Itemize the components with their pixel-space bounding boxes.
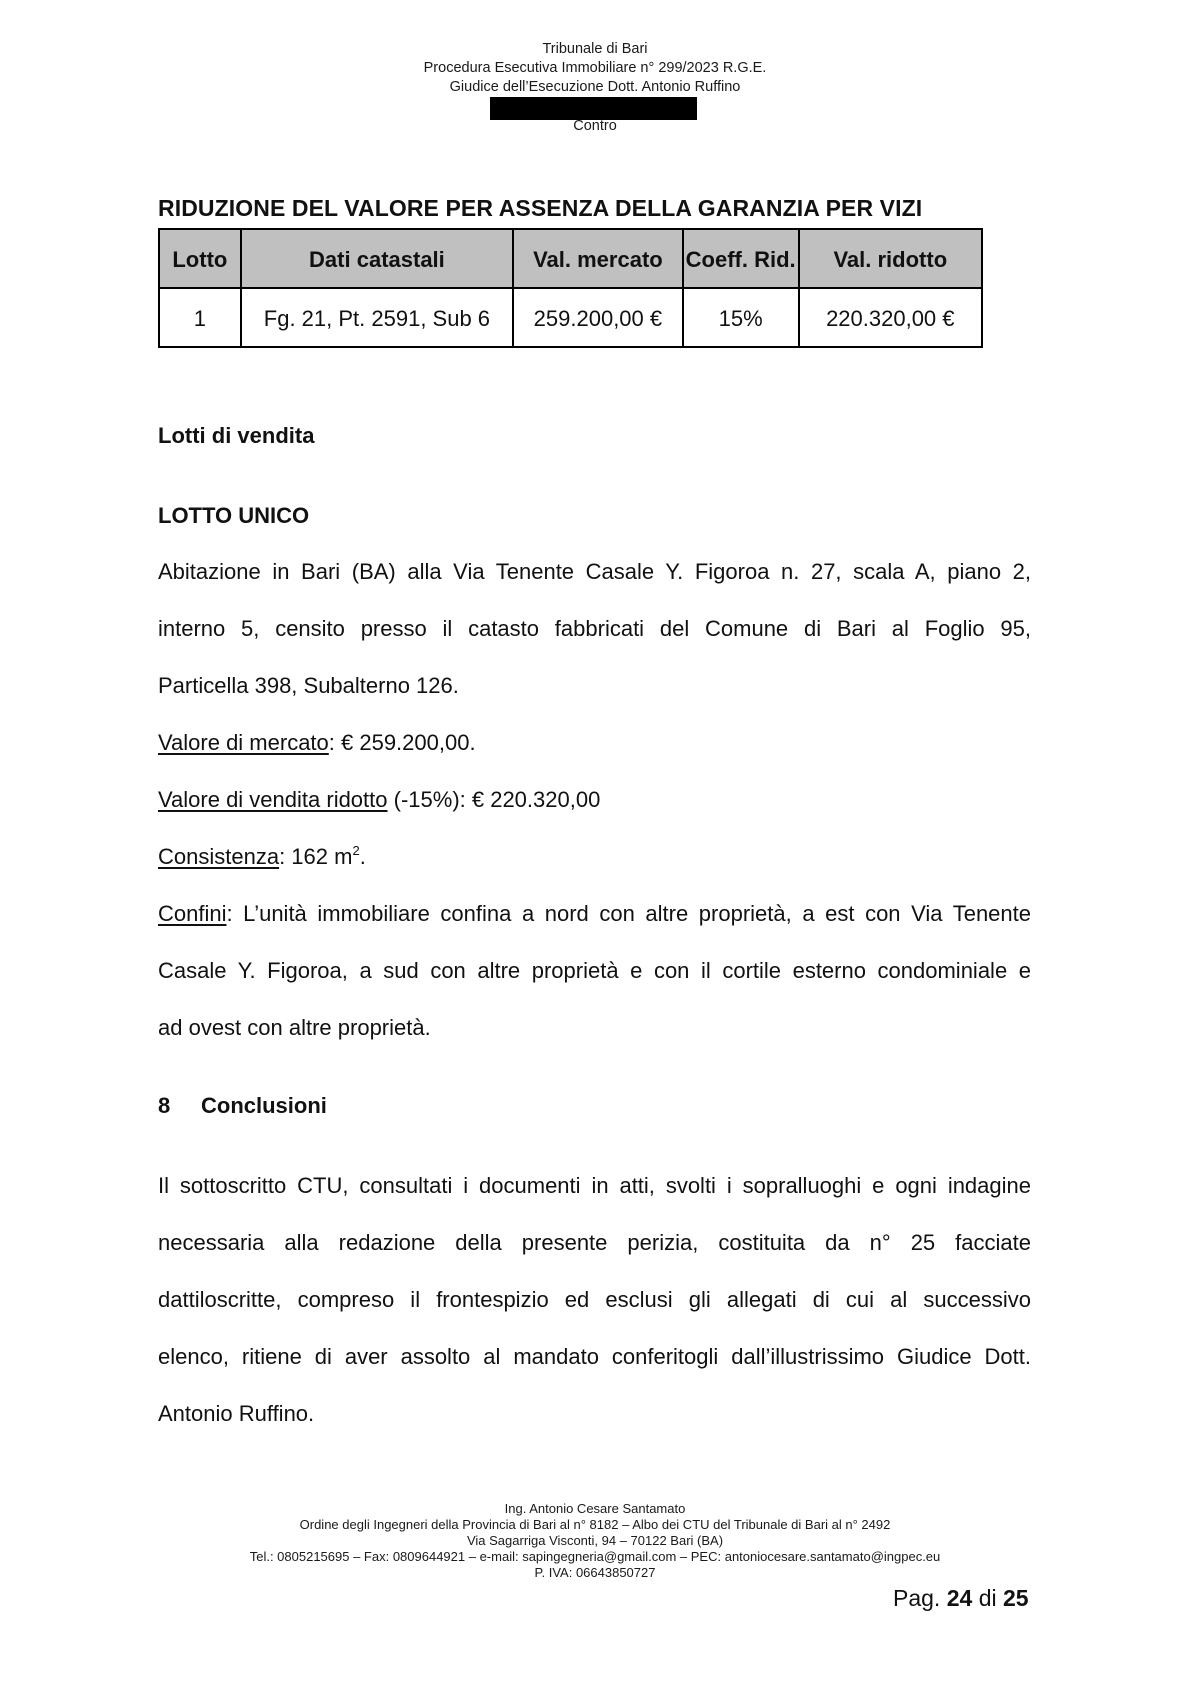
boundaries-line: Casale Y. Figoroa, a sud con altre proprietà e con il cortile esterno condominiale e [158,958,1031,983]
lot-description-line: Particella 398, Subalterno 126. [158,673,459,698]
valuation-table [158,228,983,348]
cell-val-mercato: 259.200,00 € [513,288,683,347]
market-value-label: Valore di mercato [158,730,329,755]
footer-name: Ing. Antonio Cesare Santamato [504,1501,686,1516]
reduced-value-label: Valore di vendita ridotto [158,787,388,812]
header-judge: Giudice dell’Esecuzione Dott. Antonio Ruffino [449,79,741,95]
table-header-row [159,229,982,288]
page-current: 24 [946,1585,973,1611]
cell-dati-catastali: Fg. 21, Pt. 2591, Sub 6 [241,288,513,347]
footer-registry: Ordine degli Ingegneri della Provincia di Bari al n° 8182 – Albo dei CTU del Tribunale di Bari al n° 2492 [299,1517,891,1532]
col-header-dati-catastali: Dati catastali [241,229,513,288]
conclusions-line: elenco, ritiene di aver assolto al mandato conferitogli dall’illustrissimo Giudice Dott. [158,1344,1031,1369]
cell-val-ridotto: 220.320,00 € [799,288,982,347]
reduced-value-line [158,771,1031,828]
market-value-line [158,714,1031,771]
conclusions-line: dattiloscritte, compreso il frontespizio ed esclusi gli allegati di cui al successivo [158,1287,1031,1312]
conclusions-paragraph [158,1157,1031,1442]
table-row [159,288,982,347]
page-number [893,1585,1029,1612]
col-header-val-ridotto: Val. ridotto [799,229,982,288]
col-header-lotto: Lotto [159,229,241,288]
footer-contacts: Tel.: 0805215695 – Fax: 0809644921 – e-mail: sapingegneria@gmail.com – PEC: antoniocesare.santamato@ingpec.eu [249,1549,941,1564]
market-value: : € 259.200,00. [328,730,476,755]
cell-lotto: 1 [159,288,241,347]
conclusions-line: Il sottoscritto CTU, consultati i documenti in atti, svolti i sopralluoghi e ogni indagine [158,1173,1031,1198]
conclusions-heading [158,1093,327,1119]
header-procedure: Procedura Esecutiva Immobiliare n° 299/2023 R.G.E. [423,60,767,76]
lot-description-line: Abitazione in Bari (BA) alla Via Tenente Casale Y. Figoroa n. 27, scala A, piano 2, [158,559,1031,584]
boundaries-line: ad ovest con altre proprietà. [158,1015,431,1040]
page-prefix: Pag. [893,1585,947,1611]
conclusions-title: Conclusioni [201,1093,327,1118]
consistency-suffix: . [359,844,366,869]
col-header-coeff-rid: Coeff. Rid. [683,229,799,288]
lot-description-line: interno 5, censito presso il catasto fabbricati del Comune di Bari al Foglio 95, [158,616,1031,641]
conclusions-line: Antonio Ruffino. [158,1401,315,1426]
boundaries-line [158,885,1031,942]
reduced-value: (-15%): € 220.320,00 [387,787,601,812]
consistency-label: Consistenza [158,844,280,869]
page-total: 25 [1003,1585,1029,1611]
lot-title: LOTTO UNICO [158,503,310,528]
footer-vat: P. IVA: 06643850727 [534,1565,656,1580]
boundaries-text: : L’unità immobiliare confina a nord con altre proprietà, a est con Via Tenente [226,901,1031,926]
conclusions-line: necessaria alla redazione della presente perizia, costituita da n° 25 facciate [158,1230,1031,1255]
consistency-value: : 162 m [279,844,353,869]
header-court: Tribunale di Bari [542,41,648,57]
header-against: Contro [573,118,617,134]
section-title-reduction: RIDUZIONE DEL VALORE PER ASSENZA DELLA GARANZIA PER VIZI [158,195,923,221]
lots-heading: Lotti di vendita [158,423,315,448]
cell-coeff-rid: 15% [683,288,799,347]
lot-description [158,543,1031,1056]
consistency-sup: 2 [352,843,360,858]
consistency-line [158,828,1031,885]
page-sep: di [972,1585,1003,1611]
col-header-val-mercato: Val. mercato [513,229,683,288]
boundaries-label: Confini [158,901,227,926]
conclusions-number: 8 [158,1093,171,1118]
footer-address: Via Sagarriga Visconti, 94 – 70122 Bari (BA) [466,1533,724,1548]
